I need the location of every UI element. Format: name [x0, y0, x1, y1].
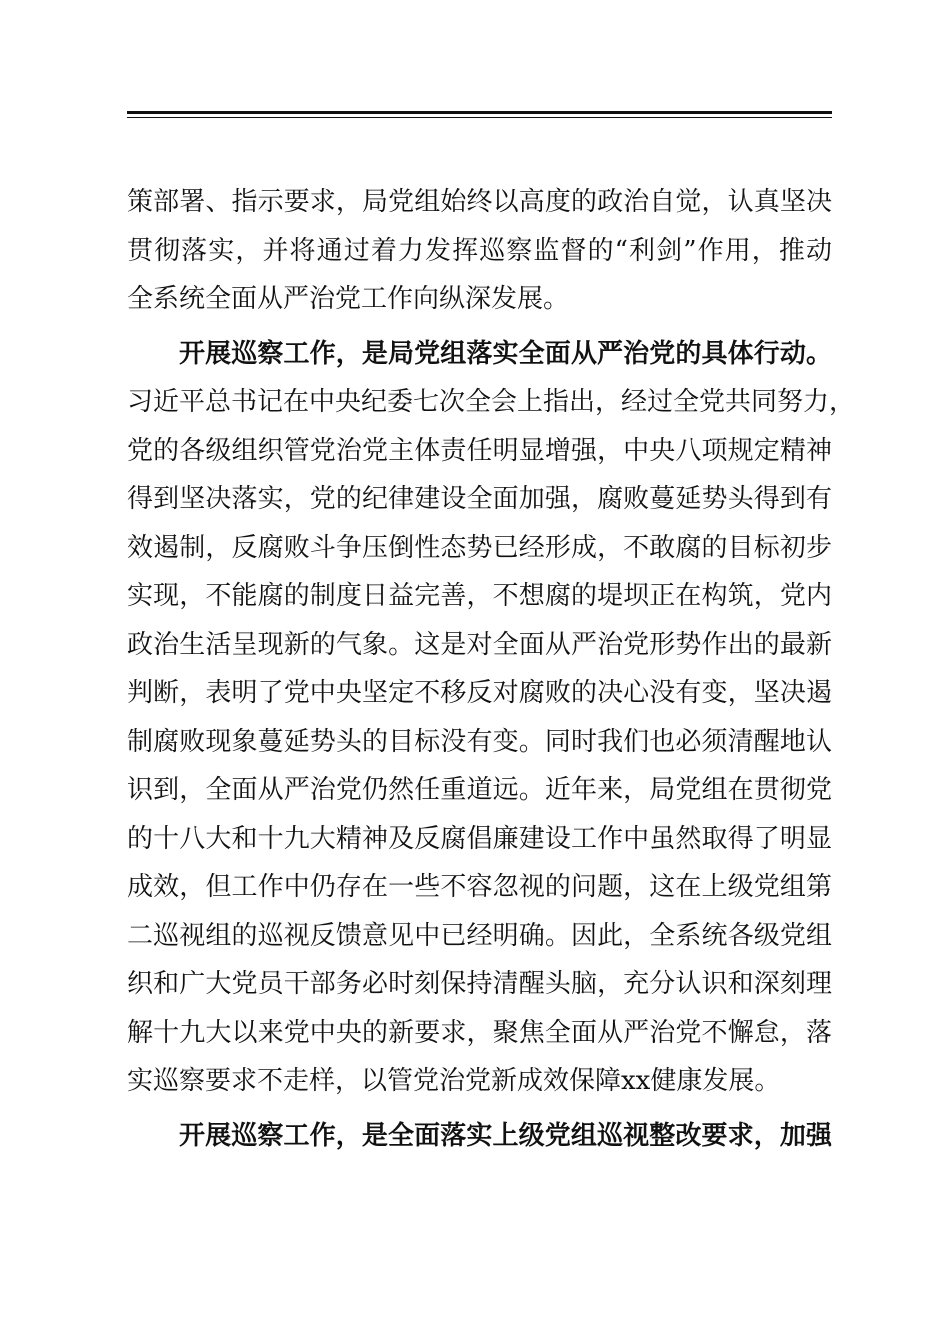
paragraph-2-line-10: 的十八大和十九大精神及反腐倡廉建设工作中虽然取得了明显 [127, 823, 832, 854]
paragraph-2-line-7: 判断，表明了党中央坚定不移反对腐败的决心没有变，坚决遏 [127, 678, 832, 708]
paragraph-2-line-5: 实现，不能腐的制度日益完善，不想腐的堤坝正在构筑，党内 [127, 581, 832, 611]
paragraph-2-heading: 开展巡察工作，是局党组落实全面从严治党的具体行动。 [179, 338, 832, 369]
paragraph-1-line-2: 贯彻落实，并将通过着力发挥巡察监督的“利剑”作用，推动 [127, 235, 832, 266]
document-body [127, 178, 856, 1160]
paragraph-2-line-3: 得到坚决落实，党的纪律建设全面加强，腐败蔓延势头得到有 [127, 484, 832, 514]
header-rule-thick [127, 111, 832, 114]
paragraph-2-line-8: 制腐败现象蔓延势头的目标没有变。同时我们也必须清醒地认 [127, 726, 832, 757]
paragraph-3-heading: 开展巡察工作，是全面落实上级党组巡视整改要求，加强 [179, 1120, 832, 1151]
paragraph-1-line-1: 策部署、指示要求，局党组始终以高度的政治自觉，认真坚决 [127, 187, 832, 217]
paragraph-2-line-15: 实巡察要求不走样，以管党治党新成效保障xx健康发展。 [127, 1066, 781, 1096]
paragraph-2-line-13: 织和广大党员干部务必时刻保持清醒头脑，充分认识和深刻理 [127, 969, 832, 999]
paragraph-2-line-1: 习近平总书记在中央纪委七次全会上指出，经过全党共同努力， [127, 387, 856, 417]
paragraph-2-line-4: 效遏制，反腐败斗争压倒性态势已经形成，不敢腐的目标初步 [127, 532, 832, 563]
paragraph-2-line-6: 政治生活呈现新的气象。这是对全面从严治党形势作出的最新 [127, 629, 832, 660]
header-rule-thin [127, 117, 832, 118]
paragraph-2-line-11: 成效，但工作中仍存在一些不容忽视的问题，这在上级党组第 [127, 872, 832, 902]
paragraph-2-line-14: 解十九大以来党中央的新要求，聚焦全面从严治党不懈怠，落 [127, 1017, 832, 1048]
paragraph-2-line-2: 党的各级组织管党治党主体责任明显增强，中央八项规定精神 [127, 435, 832, 466]
paragraph-1-line-3: 全系统全面从严治党工作向纵深发展。 [127, 284, 570, 314]
paragraph-2-line-9: 识到，全面从严治党仍然任重道远。近年来，局党组在贯彻党 [127, 775, 832, 805]
paragraph-2-line-12: 二巡视组的巡视反馈意见中已经明确。因此，全系统各级党组 [127, 920, 832, 951]
